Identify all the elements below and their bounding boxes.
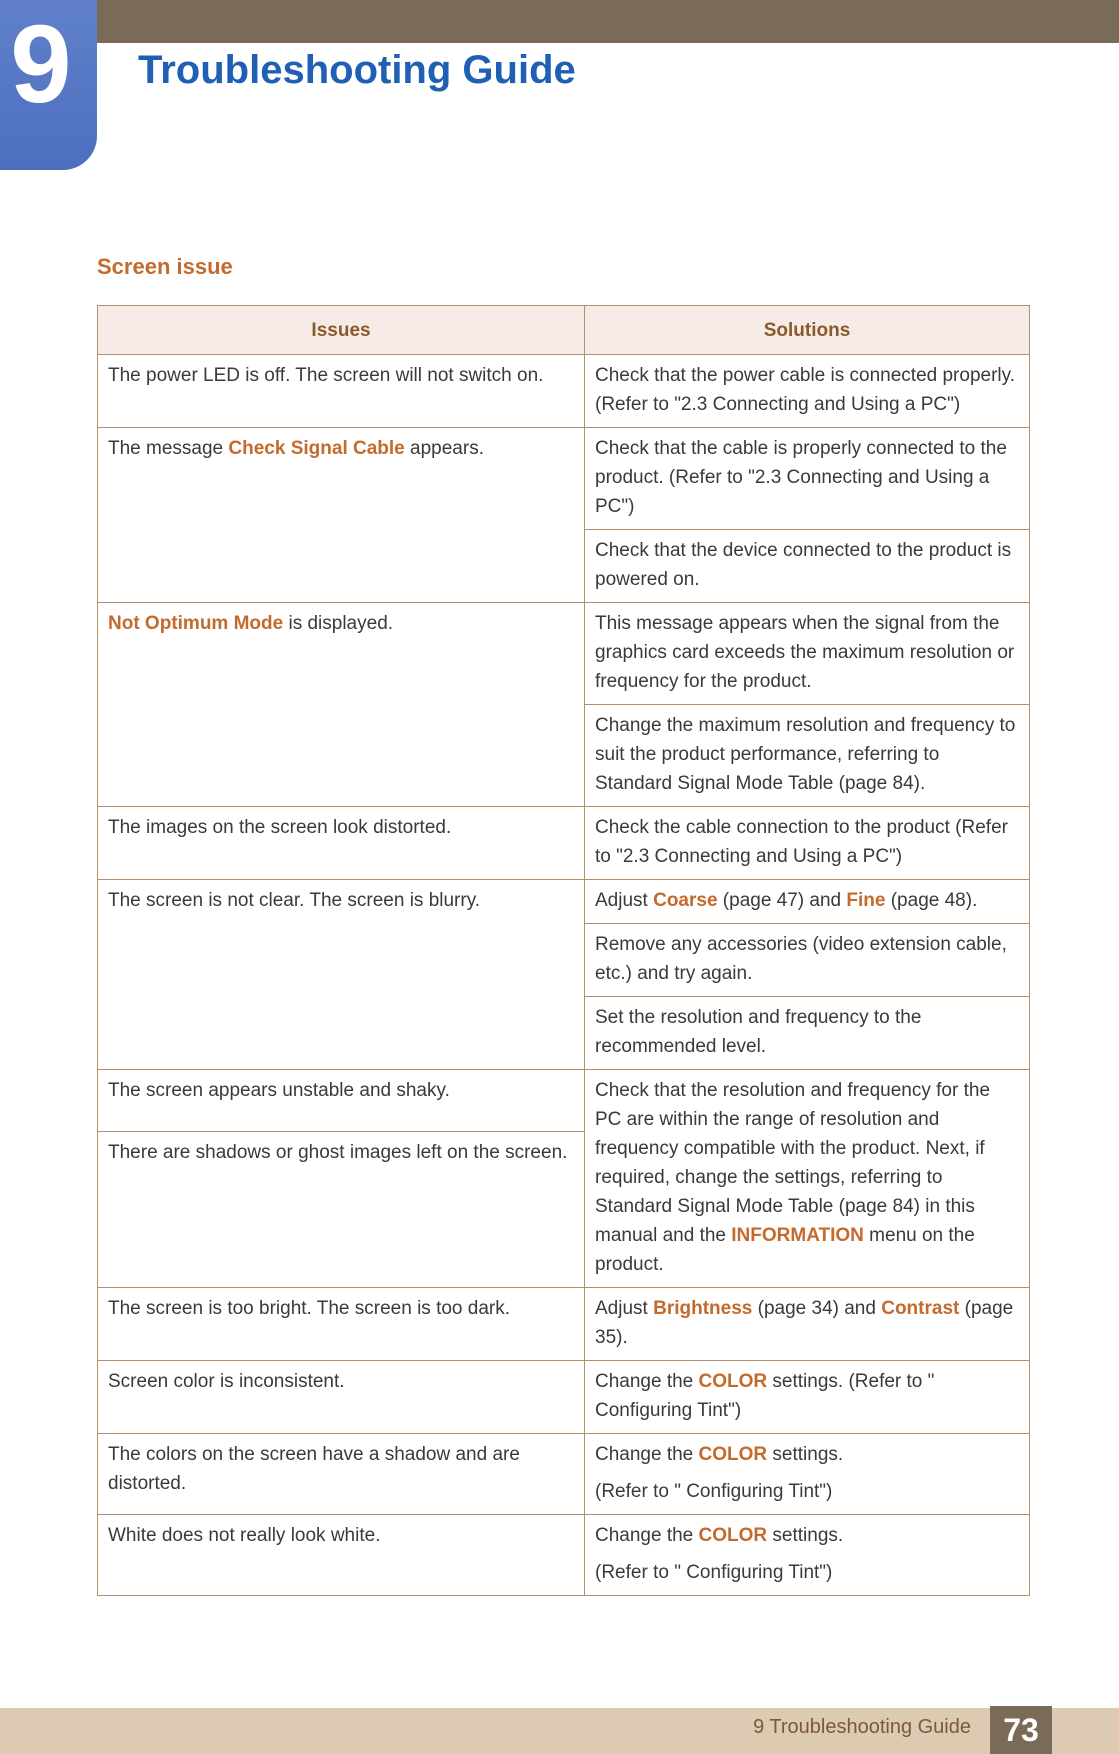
highlight-term: COLOR [698, 1371, 768, 1392]
issue-text: The message [108, 438, 229, 459]
table-row [98, 1288, 1030, 1361]
highlight-term: COLOR [698, 1525, 768, 1546]
footer-chapter-label: 9 Troubleshooting Guide [753, 1716, 971, 1738]
issue-cell: Screen color is inconsistent. [98, 1361, 585, 1434]
solution-cell: Check the cable connection to the product (Refer to "2.3 Connecting and Using a PC") [585, 807, 1030, 880]
solution-cell [585, 880, 1030, 924]
solution-text: Adjust [595, 1298, 654, 1319]
solution-text: (page 35). [595, 1298, 1014, 1348]
issue-cell: The screen is too bright. The screen is too dark. [98, 1288, 585, 1361]
issue-cell [98, 428, 585, 603]
issue-cell: The power LED is off. The screen will not switch on. [98, 355, 585, 428]
highlight-term: Brightness [653, 1298, 753, 1319]
highlight-term: Fine [846, 890, 886, 911]
solution-cell: Remove any accessories (video extension cable, etc.) and try again. [585, 924, 1030, 997]
solution-cell: This message appears when the signal from the graphics card exceeds the maximum resolution or frequency for the product. [585, 603, 1030, 705]
solution-text: Change the [595, 1525, 699, 1546]
table-row [98, 1361, 1030, 1434]
highlight-term: Not Optimum Mode [108, 613, 284, 634]
troubleshooting-table [97, 305, 1030, 1596]
chapter-number: 9 [10, 3, 72, 126]
solution-cell: Check that the power cable is connected properly. (Refer to "2.3 Connecting and Using a PC") [585, 355, 1030, 428]
solution-text: settings. (Refer to " Configuring Tint") [595, 1371, 935, 1421]
issue-cell: The screen is not clear. The screen is blurry. [98, 880, 585, 1070]
table-row [98, 1434, 1030, 1515]
chapter-tab [0, 0, 97, 170]
solution-text: (page 34) and [752, 1298, 882, 1319]
solution-cell [585, 1070, 1030, 1288]
highlight-term: Check Signal Cable [228, 438, 405, 459]
page-number: 73 [990, 1706, 1052, 1754]
table-row [98, 807, 1030, 880]
solution-cell [585, 1361, 1030, 1434]
section-title: Screen issue [97, 254, 233, 279]
table-row [98, 355, 1030, 428]
header-bar [0, 0, 1119, 43]
solution-cell: Check that the cable is properly connected to the product. (Refer to "2.3 Connecting and Using a PC") [585, 428, 1030, 530]
solution-cell: Change the maximum resolution and frequency to suit the product performance, referring to Standard Signal Mode Table (page 84). [585, 705, 1030, 807]
table-row [98, 603, 1030, 705]
issue-cell: The screen appears unstable and shaky. [98, 1070, 585, 1132]
issue-cell: There are shadows or ghost images left on the screen. [98, 1132, 585, 1288]
issue-cell [98, 603, 585, 807]
table-row [98, 1515, 1030, 1596]
issue-cell: White does not really look white. [98, 1515, 585, 1596]
solution-cell: Set the resolution and frequency to the recommended level. [585, 997, 1030, 1070]
solution-text: settings. [767, 1525, 844, 1546]
solution-cell [585, 1434, 1030, 1515]
issue-text: appears. [404, 438, 484, 459]
table-row [98, 1070, 1030, 1132]
column-header-solutions: Solutions [585, 306, 1030, 355]
solution-text: settings. [767, 1444, 844, 1465]
page-title: Troubleshooting Guide [138, 48, 576, 92]
table-row [98, 880, 1030, 924]
issue-text: is displayed. [283, 613, 394, 634]
highlight-term: INFORMATION [731, 1225, 864, 1246]
solution-text: Adjust [595, 890, 654, 911]
highlight-term: Coarse [653, 890, 718, 911]
solution-reference: (Refer to " Configuring Tint") [595, 1562, 833, 1583]
issue-cell: The images on the screen look distorted. [98, 807, 585, 880]
solution-text: Change the [595, 1371, 699, 1392]
highlight-term: Contrast [881, 1298, 960, 1319]
solution-cell: Check that the device connected to the product is powered on. [585, 530, 1030, 603]
solution-text: Check that the resolution and frequency for the PC are within the range of resolution and frequency compatible with the product. Next, if required, change the settings, referring to Standard Signal Mode Table (page 84) in this manual and the [595, 1080, 991, 1246]
table-row [98, 428, 1030, 530]
solution-text: menu on the product. [595, 1225, 975, 1275]
solution-cell [585, 1288, 1030, 1361]
solution-text: Change the [595, 1444, 699, 1465]
highlight-term: COLOR [698, 1444, 768, 1465]
table-header-row [98, 306, 1030, 355]
solution-text: (page 47) and [717, 890, 847, 911]
issue-cell: The colors on the screen have a shadow and are distorted. [98, 1434, 585, 1515]
column-header-issues: Issues [98, 306, 585, 355]
solution-reference: (Refer to " Configuring Tint") [595, 1481, 833, 1502]
solution-text: (page 48). [885, 890, 978, 911]
solution-cell [585, 1515, 1030, 1596]
